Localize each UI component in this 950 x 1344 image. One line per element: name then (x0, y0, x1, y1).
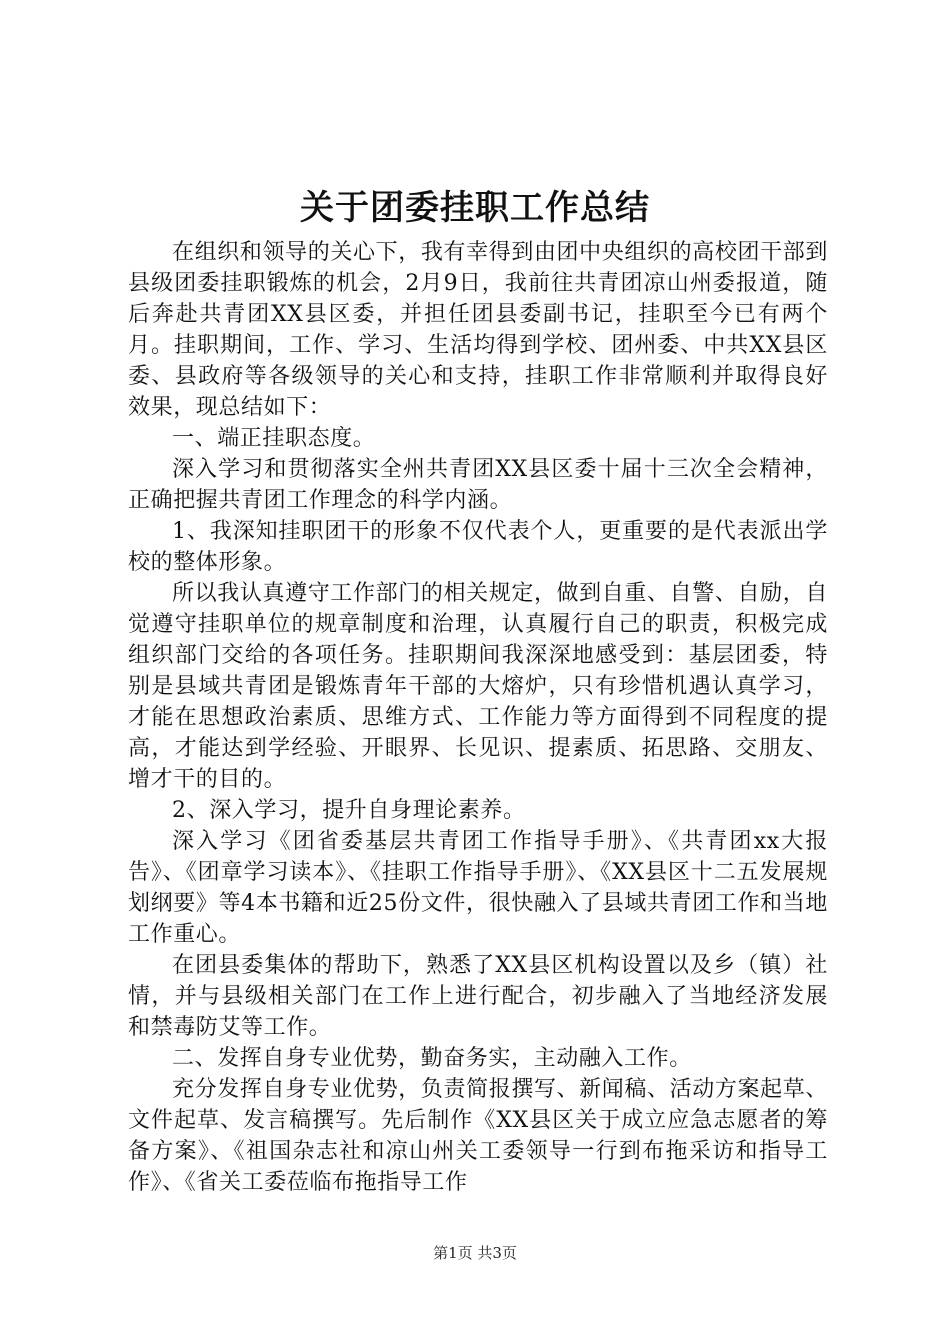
paragraph: 所以我认真遵守工作部门的相关规定，做到自重、自警、自励，自觉遵守挂职单位的规章制度和治理，认真履行自己的职责，积极完成组织部门交给的各项任务。挂职期间我深深地感受到：基层团委，特别是县域共青团是锻炼青年干部的大熔炉，只有珍惜机遇认真学习，才能在思想政治素质、思维方式、工作能力等方面得到不同程度的提高，才能达到学经验、开眼界、长见识、提素质、拓思路、交朋友、增才干的目的。 (128, 581, 828, 792)
paragraph: 深入学习和贯彻落实全州共青团XX县区委十届十三次全会精神，正确把握共青团工作理念的科学内涵。 (128, 457, 828, 513)
subheading: 2、深入学习，提升自身理论素养。 (172, 798, 526, 823)
paragraph-intro: 在组织和领导的关心下，我有幸得到由团中央组织的高校团干部到县级团委挂职锻炼的机会，2月9日，我前往共青团凉山州委报道，随后奔赴共青团XX县区委，并担任团县委副书记，挂职至今已有两个月。挂职期间，工作、学习、生活均得到学校、团州委、中共XX县区委、县政府等各级领导的关心和支持，挂职工作非常顺利并取得良好效果，现总结如下： (128, 240, 828, 420)
document-body (128, 237, 828, 1198)
paragraph: 深入学习《团省委基层共青团工作指导手册》、《共青团xx大报告》、《团章学习读本》、《挂职工作指导手册》、《XX县区十二五发展规划纲要》等4本书籍和近25份文件，很快融入了县域共青团工作和当地工作重心。 (128, 829, 828, 947)
paragraph: 充分发挥自身专业优势，负责简报撰写、新闻稿、活动方案起草、文件起草、发言稿撰写。先后制作《XX县区关于成立应急志愿者的筹备方案》、《祖国杂志社和凉山州关工委领导一行到布拖采访和指导工作》、《省关工委莅临布拖指导工作 (128, 1077, 828, 1195)
heading-section-2: 二、发挥自身专业优势，勤奋务实，主动融入工作。 (172, 1046, 692, 1071)
paragraph: 1、我深知挂职团干的形象不仅代表个人，更重要的是代表派出学校的整体形象。 (128, 519, 828, 575)
page-footer: 第1页 共3页 (433, 1244, 517, 1262)
paragraph: 在团县委集体的帮助下，熟悉了XX县区机构设置以及乡（镇）社情，并与县级相关部门在工作上进行配合，初步融入了当地经济发展和禁毒防艾等工作。 (128, 953, 828, 1040)
document-title: 关于团委挂职工作总结 (300, 188, 650, 228)
heading-section-1: 一、端正挂职态度。 (172, 426, 376, 451)
